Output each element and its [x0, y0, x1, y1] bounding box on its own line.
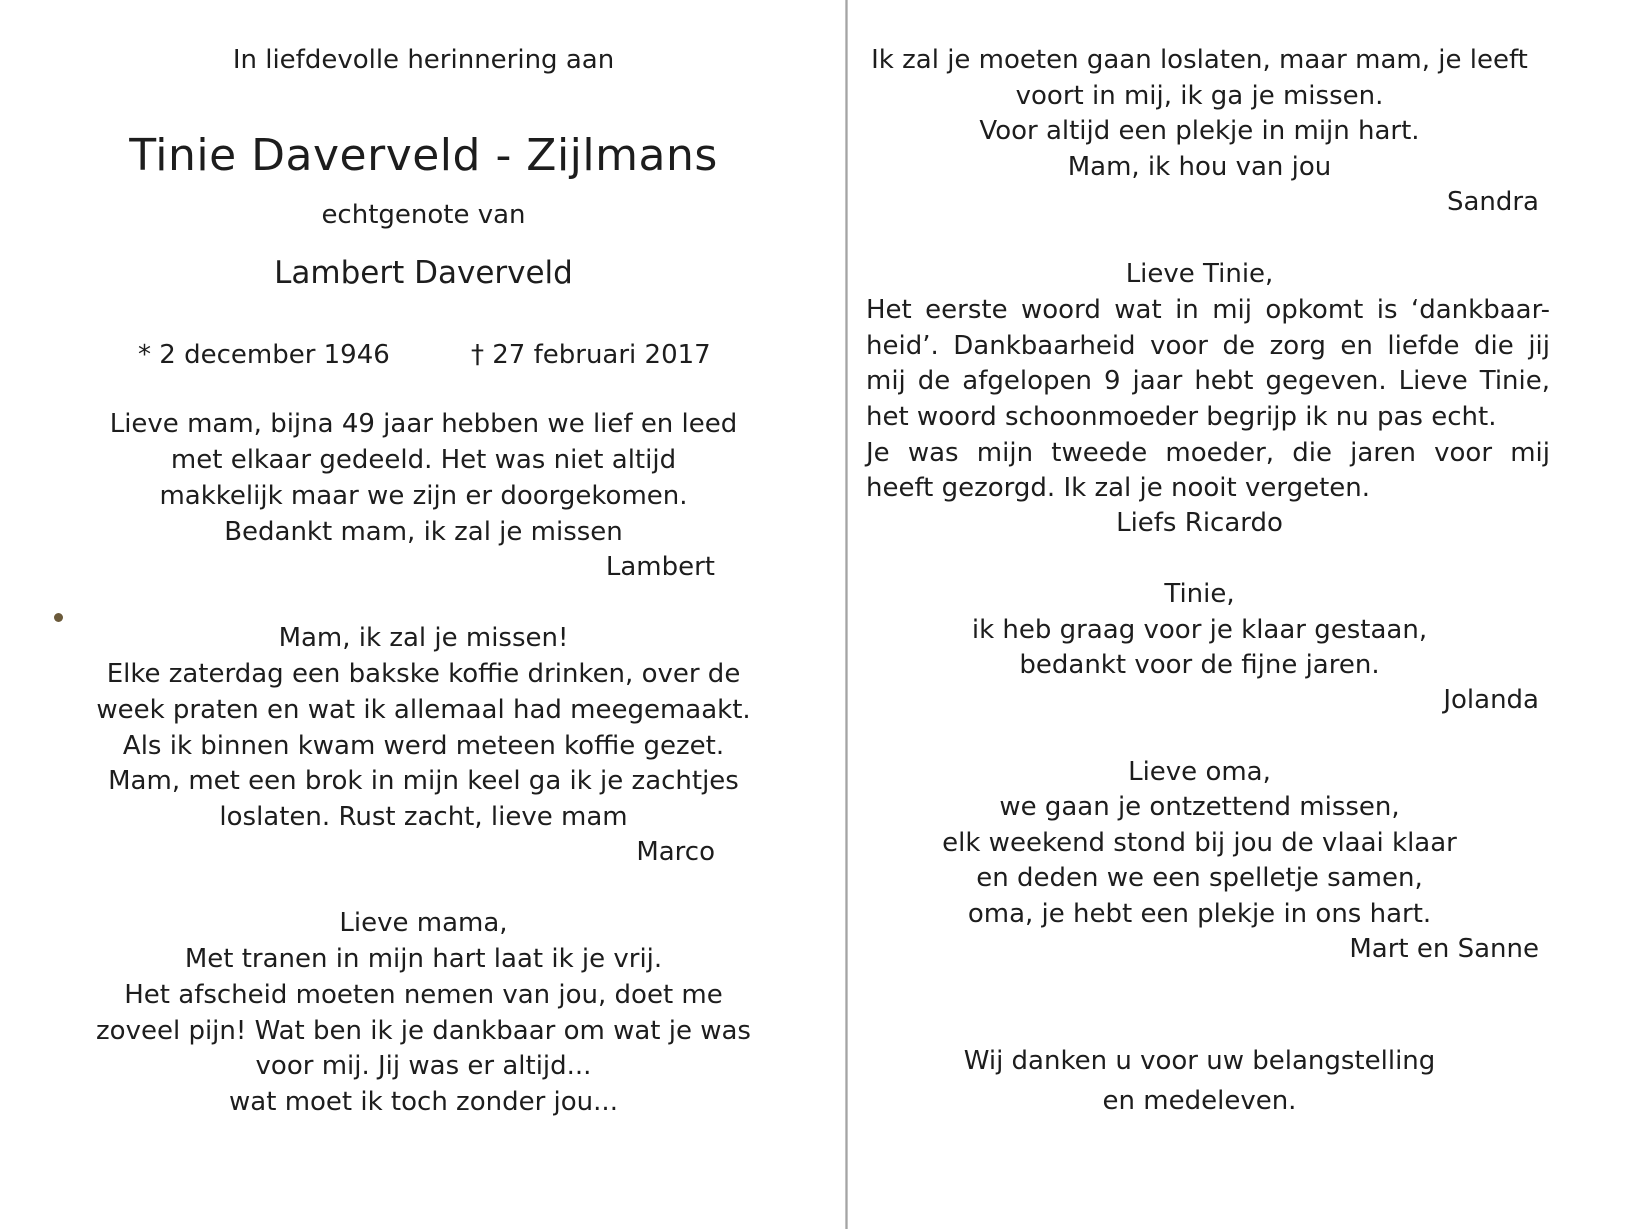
thanks-line: Wij danken u voor uw belangstelling	[963, 1046, 1436, 1076]
message-line: Lieve Tinie,	[1125, 259, 1274, 289]
message-line: Lieve oma,	[1128, 757, 1271, 787]
message-line: week praten en wat ik allemaal had meegemaakt.	[96, 695, 751, 725]
message-line: we gaan je ontzettend missen,	[999, 792, 1400, 822]
message-line: Mam, ik hou van jou	[1067, 152, 1332, 182]
message-line: Mam, met een brok in mijn keel ga ik je zachtjes	[108, 766, 739, 796]
message-line: Lieve mama,	[339, 908, 508, 938]
message-line: heid’. Dankbaarheid voor de zorg en liefde die jij	[866, 331, 1550, 361]
paper-speck	[54, 613, 63, 622]
message-line: bedankt voor de fijne jaren.	[1019, 650, 1380, 680]
signature-lambert: Lambert	[605, 552, 715, 582]
message-line: Tinie,	[1164, 579, 1235, 609]
message-line: Bedankt mam, ik zal je missen	[224, 517, 623, 547]
spouse-name: Lambert Daverveld	[274, 255, 573, 291]
signature-jolanda: Jolanda	[1443, 685, 1539, 715]
message-line: heeft gezorgd. Ik zal je nooit vergeten.	[866, 473, 1371, 503]
message-line: het woord schoonmoeder begrijp ik nu pas echt.	[866, 402, 1497, 432]
message-line: zoveel pijn! Wat ben ik je dankbaar om wat je was	[96, 1016, 751, 1046]
signature-sandra: Sandra	[1446, 187, 1539, 217]
intro-text: In liefdevolle herinnering aan	[232, 45, 615, 75]
signature-ricardo: Liefs Ricardo	[1116, 508, 1283, 538]
message-line: voor mij. Jij was er altijd...	[255, 1051, 592, 1081]
message-line: loslaten. Rust zacht, lieve mam	[219, 802, 628, 832]
message-line: Je was mijn tweede moeder, die jaren voor mij	[866, 438, 1550, 468]
message-line: voort in mij, ik ga je missen.	[1015, 81, 1384, 111]
message-line: Met tranen in mijn hart laat ik je vrij.	[184, 944, 663, 974]
message-line: Lieve mam, bijna 49 jaar hebben we lief en leed	[109, 409, 738, 439]
message-line: Het eerste woord wat in mij opkomt is ‘dankbaar-	[866, 295, 1550, 325]
message-line: makkelijk maar we zijn er doorgekomen.	[159, 481, 688, 511]
message-line: Voor altijd een plekje in mijn hart.	[979, 116, 1420, 146]
message-line: elk weekend stond bij jou de vlaai klaar	[942, 828, 1457, 858]
thanks-line: en medeleven.	[1102, 1086, 1297, 1116]
message-line: Mam, ik zal je missen!	[278, 623, 569, 653]
card-fold-divider	[845, 0, 848, 1229]
signature-marco: Marco	[636, 837, 715, 867]
message-line: ik heb graag voor je klaar gestaan,	[971, 615, 1428, 645]
message-line: Het afscheid moeten nemen van jou, doet me	[124, 980, 723, 1010]
message-line: mij de afgelopen 9 jaar hebt gegeven. Lieve Tinie,	[866, 366, 1550, 396]
birth-date: * 2 december 1946	[138, 340, 390, 370]
message-line: Ik zal je moeten gaan loslaten, maar mam, je leeft	[871, 45, 1528, 75]
message-line: oma, je hebt een plekje in ons hart.	[967, 899, 1432, 929]
message-line: Als ik binnen kwam werd meteen koffie gezet.	[122, 731, 725, 761]
message-line: Elke zaterdag een bakske koffie drinken, over de	[106, 659, 741, 689]
death-date: † 27 februari 2017	[471, 340, 711, 370]
signature-mart-sanne: Mart en Sanne	[1349, 934, 1539, 964]
message-line: en deden we een spelletje samen,	[976, 863, 1423, 893]
right-page	[850, 0, 1649, 1229]
message-line: met elkaar gedeeld. Het was niet altijd	[170, 445, 677, 475]
relation-text: echtgenote van	[321, 200, 526, 230]
message-line: wat moet ik toch zonder jou...	[229, 1087, 618, 1117]
deceased-name: Tinie Daverveld - Zijlmans	[129, 130, 718, 181]
